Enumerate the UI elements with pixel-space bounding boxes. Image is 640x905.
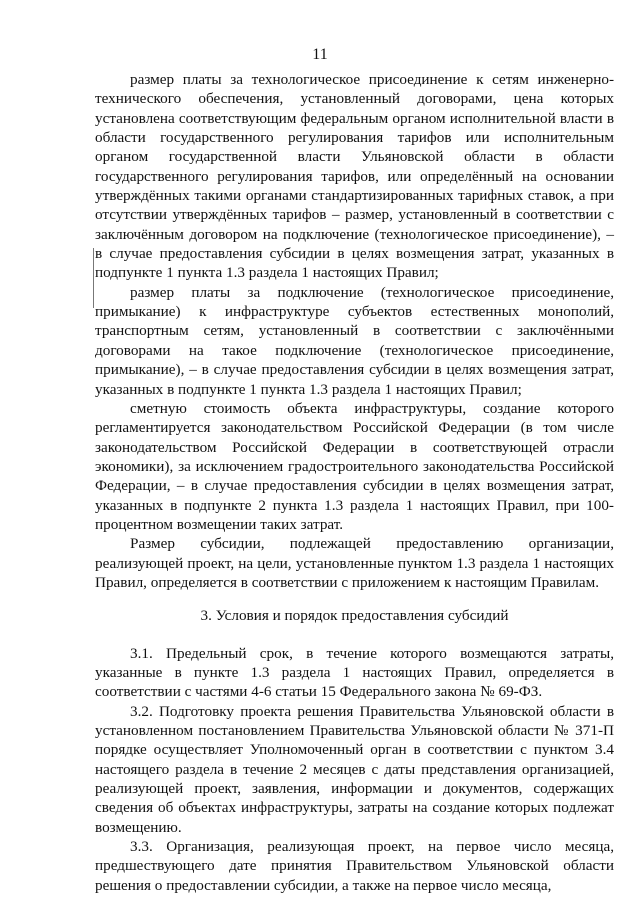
section-heading: 3. Условия и порядок предоставления субсидий: [200, 607, 509, 625]
paragraph-estimated-cost: сметную стоимость объекта инфраструктуры, создание которого регламентируется законодательством Российской Федерации (в том числе законодательством Российской Федерации в соответствующей отрасли экономики), за исключением градостроительного законодательства Российской Федерации, – в случае предоставления субсидии в целях возмещения затрат, указанных в подпункте 2 пункта 1.3 раздела 1 настоящих Правил, при 100-процентном возмещении таких затрат.: [95, 399, 614, 533]
paragraph-infrastructure-connection-fee: размер платы за технологическое присоединение к сетям инженерно-технического обеспечения, установленный договорами, цена которых установлена соответствующим федеральным органом исполнительной власти в области государственного регулирования тарифов или исполнительным органом государственной власти Ульяновской области в области государственного регулирования тарифов, или определённый на основании утверждённых такими органами стандартизированных тарифных ставок, а при отсутствии утверждённых тарифов – размер, установленный в соответствии с заключённым договором на подключение (технологическое присоединение), – в случае предоставления субсидии в целях возмещения затрат, указанных в подпункте 1 пункта 1.3 раздела 1 настоящих Правил;: [95, 71, 614, 282]
margin-mark: [93, 248, 94, 308]
paragraph-3-2: 3.2. Подготовку проекта решения Правительства Ульяновской области в установленном постановлением Правительства Ульяновской области № 371-П порядке осуществляет Уполномоченный орган в соответствии с пунктом 3.4 настоящего раздела в течение 2 месяцев с даты представления организацией, реализующей проект, заявления, информации и документов, содержащих сведения об объектах инфраструктуры, затраты на создание которых подлежат возмещению.: [95, 702, 614, 836]
paragraph-3-1: 3.1. Предельный срок, в течение которого возмещаются затраты, указанные в пункте 1.3 раздела 1 настоящих Правил, определяется в соответствии с частями 4-6 статьи 15 Федерального закона № 69-ФЗ.: [95, 644, 614, 701]
document-body: [95, 70, 614, 895]
paragraph-subsidy-amount: Размер субсидии, подлежащей предоставлению организации, реализующей проект, на цели, установленные пунктом 1.3 раздела 1 настоящих Правил, определяется в соответствии с приложением к настоящим Правилам.: [95, 535, 614, 591]
paragraph-natural-monopoly-connection-fee: размер платы за подключение (технологическое присоединение, примыкание) к инфраструктуре субъектов естественных монополий, транспортным сетям, установленный в соответствии с заключёнными договорами на такое подключение (технологическое присоединение, примыкание), – в случае предоставления субсидии в целях возмещения затрат, указанных в подпункте 1 пункта 1.3 раздела 1 настоящих Правил;: [95, 283, 614, 398]
page-number: 11: [312, 46, 328, 63]
paragraph-3-3: 3.3. Организация, реализующая проект, на первое число месяца, предшествующего дате принятия Правительством Ульяновской области решения о предоставлении субсидии, а также на первое число месяца,: [95, 838, 614, 894]
